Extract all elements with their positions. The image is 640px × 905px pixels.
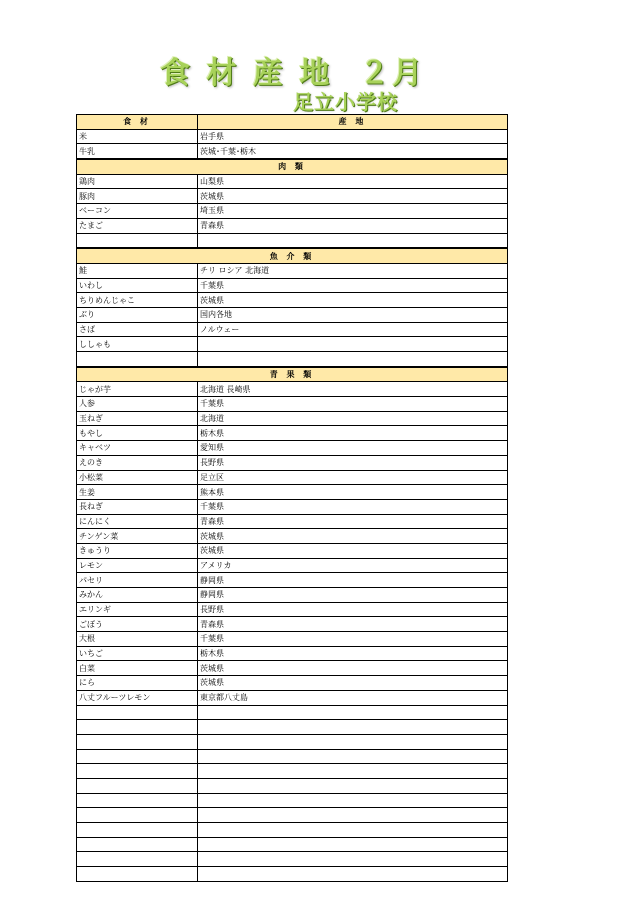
food-cell: いちご [77,646,198,661]
food-cell [77,734,198,749]
food-cell: もやし [77,426,198,441]
page-title: 食 材 産 地 ２月 [160,56,426,91]
origin-cell: 栃木県 [198,646,508,661]
origin-cell [198,233,508,248]
table-row [77,778,508,793]
food-cell: 玉ねぎ [77,411,198,426]
table-row [77,337,508,352]
table-row [77,837,508,852]
school-name: 足立小学校 [293,90,398,114]
table-row [77,322,508,337]
table-row [77,690,508,705]
food-cell: 八丈フルーツレモン [77,690,198,705]
food-cell: いわし [77,278,198,293]
origin-cell: 千葉県 [198,632,508,647]
food-cell [77,867,198,882]
origin-cell [198,823,508,838]
section-title: 肉 類 [77,159,508,174]
origin-cell: 静岡県 [198,573,508,588]
origin-cell [198,749,508,764]
table-row [77,397,508,412]
origin-cell: 愛知県 [198,441,508,456]
table-row [77,426,508,441]
origin-cell [198,867,508,882]
section-header-row [77,248,508,263]
table-row [77,602,508,617]
origin-cell: 茨城県 [198,529,508,544]
table-row [77,632,508,647]
food-cell: ベーコン [77,204,198,219]
origin-cell: 山梨県 [198,174,508,189]
origin-cell: 静岡県 [198,588,508,603]
food-cell: じゃが芋 [77,382,198,397]
food-cell: ごぼう [77,617,198,632]
origin-cell: 茨城県 [198,661,508,676]
table-row [77,293,508,308]
origin-cell [198,778,508,793]
food-cell: にんにく [77,514,198,529]
table-row [77,233,508,248]
table-row [77,764,508,779]
origin-cell [198,734,508,749]
origin-cell: 栃木県 [198,426,508,441]
origin-cell [198,352,508,367]
table-row [77,646,508,661]
food-cell [77,705,198,720]
origin-cell [198,337,508,352]
food-cell: 生姜 [77,485,198,500]
origin-cell: 青森県 [198,218,508,233]
food-cell: 白菜 [77,661,198,676]
origin-cell: 茨城･千葉･栃木 [198,144,508,159]
table-row [77,823,508,838]
table-row [77,174,508,189]
food-cell: ぶり [77,307,198,322]
food-cell: 米 [77,129,198,144]
origin-cell [198,720,508,735]
table-row [77,441,508,456]
food-cell: 人参 [77,397,198,412]
food-cell [77,720,198,735]
origin-cell [198,808,508,823]
food-cell: 牛乳 [77,144,198,159]
table-row [77,705,508,720]
column-header-food: 食 材 [77,115,198,130]
origin-cell: 茨城県 [198,189,508,204]
origin-cell [198,793,508,808]
origin-cell: 埼玉県 [198,204,508,219]
table-row [77,529,508,544]
section-title: 青 果 類 [77,367,508,382]
column-header-origin: 産 地 [198,115,508,130]
origin-cell: 茨城県 [198,543,508,558]
food-cell: にら [77,676,198,691]
table-row [77,867,508,882]
origin-cell: 千葉県 [198,397,508,412]
table-row [77,218,508,233]
food-cell: 鮭 [77,263,198,278]
table-row [77,749,508,764]
origin-table-body [77,115,508,882]
food-cell: チンゲン菜 [77,529,198,544]
origin-cell: 東京都八丈島 [198,690,508,705]
table-row [77,588,508,603]
food-cell [77,778,198,793]
table-row [77,278,508,293]
table-row [77,307,508,322]
table-row [77,793,508,808]
food-cell [77,852,198,867]
origin-cell: 青森県 [198,617,508,632]
table-row [77,661,508,676]
table-row [77,263,508,278]
header-row [77,115,508,130]
food-cell: キャベツ [77,441,198,456]
origin-cell [198,705,508,720]
origin-cell: チリ ロシア 北海道 [198,263,508,278]
food-cell: 長ねぎ [77,499,198,514]
food-cell: さば [77,322,198,337]
table-row [77,382,508,397]
table-row [77,558,508,573]
table-row [77,720,508,735]
food-cell: パセリ [77,573,198,588]
food-cell [77,793,198,808]
food-cell [77,749,198,764]
section-header-row [77,159,508,174]
origin-cell: 茨城県 [198,293,508,308]
section-header-row [77,367,508,382]
table-row [77,543,508,558]
origin-cell [198,837,508,852]
table-row [77,144,508,159]
origin-cell: 千葉県 [198,499,508,514]
origin-cell [198,852,508,867]
origin-cell: 長野県 [198,602,508,617]
food-cell [77,808,198,823]
origin-cell: 国内各地 [198,307,508,322]
food-cell: ししゃも [77,337,198,352]
table-row [77,852,508,867]
table-row [77,129,508,144]
table-row [77,189,508,204]
food-cell: エリンギ [77,602,198,617]
table-row [77,352,508,367]
origin-cell: 北海道 長崎県 [198,382,508,397]
food-cell [77,352,198,367]
table-row [77,676,508,691]
food-cell: 小松菜 [77,470,198,485]
origin-cell [198,764,508,779]
food-cell: 豚肉 [77,189,198,204]
food-cell: きゅうり [77,543,198,558]
origin-cell: 千葉県 [198,278,508,293]
table-row [77,808,508,823]
food-cell [77,233,198,248]
food-cell: レモン [77,558,198,573]
food-cell [77,764,198,779]
origin-table [76,114,508,882]
origin-cell: 北海道 [198,411,508,426]
food-cell: 鶏肉 [77,174,198,189]
origin-cell: 岩手県 [198,129,508,144]
table-row [77,573,508,588]
section-title: 魚 介 類 [77,248,508,263]
table-row [77,470,508,485]
food-cell: えのき [77,455,198,470]
food-cell: ちりめんじゃこ [77,293,198,308]
food-cell [77,823,198,838]
food-cell: みかん [77,588,198,603]
table-row [77,734,508,749]
table-row [77,499,508,514]
origin-cell: アメリカ [198,558,508,573]
origin-cell: 長野県 [198,455,508,470]
origin-cell: 青森県 [198,514,508,529]
table-row [77,514,508,529]
origin-cell: 足立区 [198,470,508,485]
table-row [77,411,508,426]
food-cell [77,837,198,852]
table-row [77,455,508,470]
food-cell: たまご [77,218,198,233]
origin-cell: ノルウェー [198,322,508,337]
origin-cell: 茨城県 [198,676,508,691]
table-row [77,485,508,500]
table-row [77,204,508,219]
table-row [77,617,508,632]
origin-cell: 熊本県 [198,485,508,500]
food-cell: 大根 [77,632,198,647]
